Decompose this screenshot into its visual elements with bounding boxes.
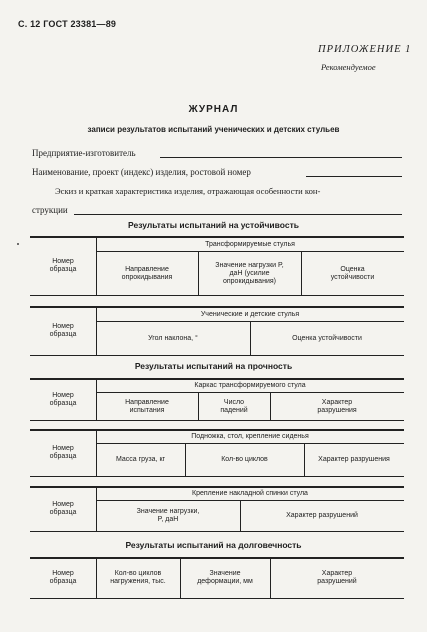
manufacturer-label: Предприятие-изготовитель — [32, 148, 136, 158]
column-header: Значение нагрузки, P, даН — [136, 508, 200, 523]
column-header: Кол-во циклов — [221, 456, 268, 463]
column-header: Масса груза, кг — [115, 456, 166, 463]
divider — [30, 476, 404, 477]
divider — [30, 598, 404, 599]
column-header: Направление испытания — [125, 398, 169, 414]
column-header: Число падений — [220, 398, 248, 414]
margin-mark — [17, 243, 19, 245]
group-header: Каркас трансформируемого стула — [194, 381, 306, 389]
product-name-line — [306, 176, 402, 177]
column-header: Характер разрушения — [317, 398, 357, 414]
sample-number-header: Номер образца — [49, 323, 77, 338]
divider — [30, 295, 404, 296]
sketch-label-line2: струкции — [32, 205, 68, 215]
sample-number-header: Номер образца — [49, 391, 77, 407]
divider — [30, 420, 404, 421]
journal-subtitle: записи результатов испытаний ученических и детских стульев — [87, 125, 340, 134]
appendix-label: ПРИЛОЖЕНИЕ 1 — [318, 44, 412, 55]
column-header: Характер разрушений — [317, 570, 357, 585]
sketch-line — [74, 214, 402, 215]
column-header: Значение нагрузки P, даН (усилие опрокидывания) — [215, 261, 284, 285]
recommended-label: Рекомендуемое — [321, 62, 376, 72]
column-header: Значение деформации, мм — [197, 570, 253, 585]
column-header: Направление опрокидывания — [121, 265, 173, 281]
column-header: Характер разрушений — [286, 512, 358, 519]
sample-number-header: Номер образца — [49, 445, 77, 460]
sketch-label-line1: Эскиз и краткая характеристика изделия, отражающая особенности кон- — [55, 186, 321, 196]
sample-number-header: Номер образца — [49, 501, 77, 516]
group-header: Подножка, стол, крепление сиденья — [191, 432, 309, 440]
group-header: Крепление накладной спинки стула — [192, 489, 308, 497]
manufacturer-line — [160, 157, 402, 158]
sample-number-header: Номер образца — [49, 570, 77, 585]
group-header: Ученические и детские стулья — [200, 310, 300, 318]
sample-number-header: Номер образца — [49, 258, 77, 273]
column-header: Кол-во циклов нагружения, тыс. — [110, 570, 166, 585]
column-header: Оценка устойчивости — [330, 265, 375, 281]
column-header: Оценка устойчивости — [292, 334, 362, 342]
divider — [30, 531, 404, 532]
column-header: Угол наклона, ° — [148, 334, 198, 342]
durability-title: Результаты испытаний на долговечность — [125, 540, 302, 550]
strength-title: Результаты испытаний на прочность — [134, 361, 293, 371]
group-header: Трансформируемые стулья — [205, 240, 295, 248]
stability-title: Результаты испытаний на устойчивость — [128, 220, 299, 230]
journal-title: ЖУРНАЛ — [188, 104, 239, 115]
divider — [30, 355, 404, 356]
column-header: Характер разрушения — [318, 456, 390, 463]
page-reference: С. 12 ГОСТ 23381—89 — [18, 19, 117, 29]
product-name-label: Наименование, проект (индекс) изделия, ростовой номер — [32, 167, 251, 177]
